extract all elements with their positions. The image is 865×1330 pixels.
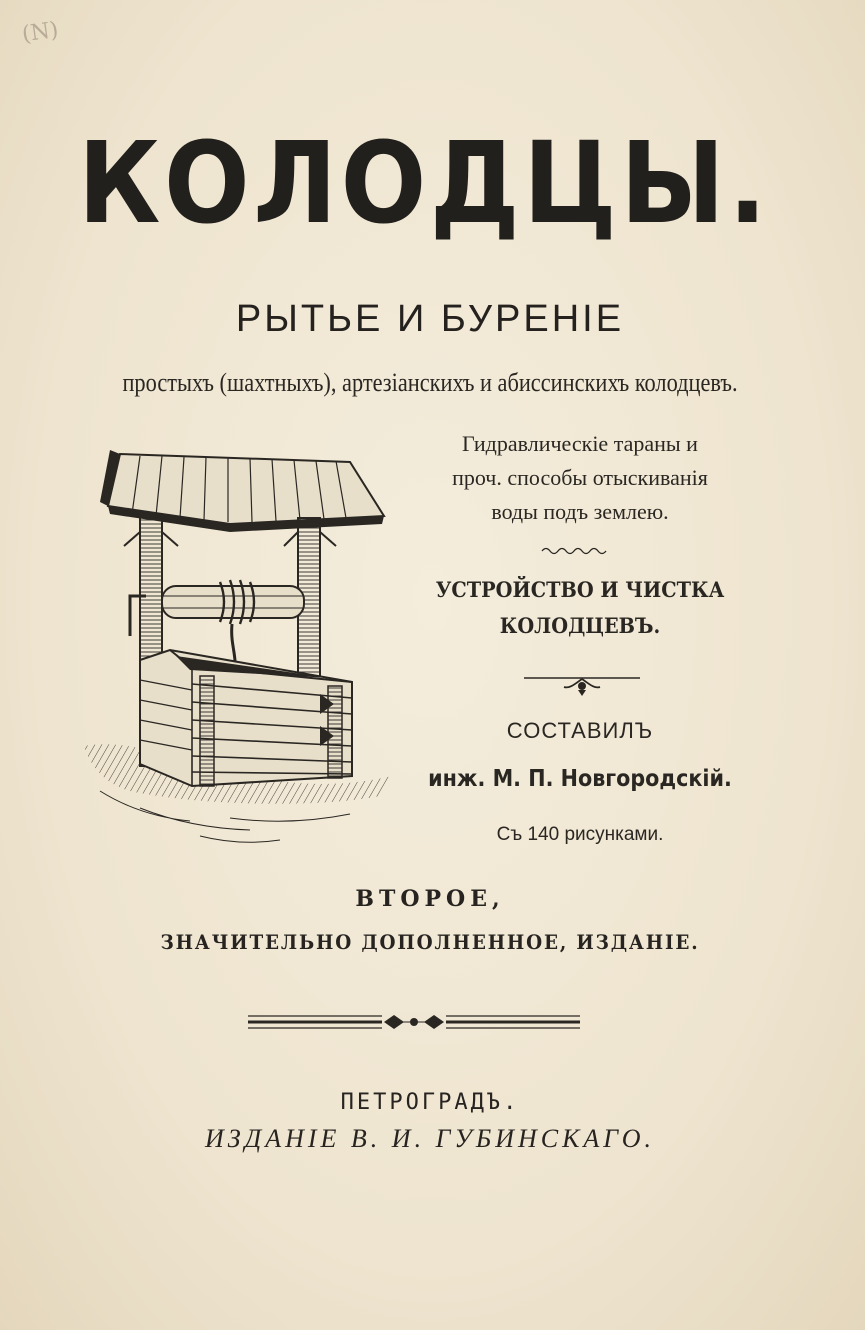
device-block xyxy=(414,572,745,644)
library-mark: (N) xyxy=(20,17,60,48)
wells-types-line: простыхъ (шахтныхъ), артезіанскихъ и абиссинскихъ колодцевъ. xyxy=(122,368,738,397)
author-name: инж. М. П. Новгородскій. xyxy=(428,766,732,792)
device-line-2: КОЛОДЦЕВЪ. xyxy=(499,613,661,638)
book-title: КОЛОДЦЫ. xyxy=(78,119,771,249)
device-line-1: УСТРОЙСТВО И ЧИСТКА xyxy=(435,577,725,602)
edition-line-2: ЗНАЧИТЕЛЬНО ДОПОЛНЕННОЕ, ИЗДАНІЕ. xyxy=(160,930,700,954)
book-subtitle: РЫТЬЕ И БУРЕНІЕ xyxy=(235,298,625,340)
edition-line-1: ВТОРОЕ, xyxy=(355,886,505,912)
publication-city: ПЕТРОГРАДЪ. xyxy=(340,1090,520,1115)
ornamental-rule xyxy=(244,1008,584,1036)
hydraulic-line-3: воды подъ землею. xyxy=(491,499,669,524)
figures-count: Съ 140 рисунками. xyxy=(496,824,664,845)
hydraulic-line-2: проч. способы отыскиванія xyxy=(452,465,708,490)
squiggle-divider xyxy=(540,545,608,557)
compiled-by-label: СОСТАВИЛЪ xyxy=(506,718,654,743)
hydraulic-block xyxy=(400,427,760,529)
fleuron-divider xyxy=(520,670,644,700)
well-illustration-icon xyxy=(80,446,400,856)
hydraulic-line-1: Гидравлическіе тараны и xyxy=(462,431,698,456)
publisher: ИЗДАНІЕ В. И. ГУБИНСКАГО. xyxy=(205,1124,655,1153)
